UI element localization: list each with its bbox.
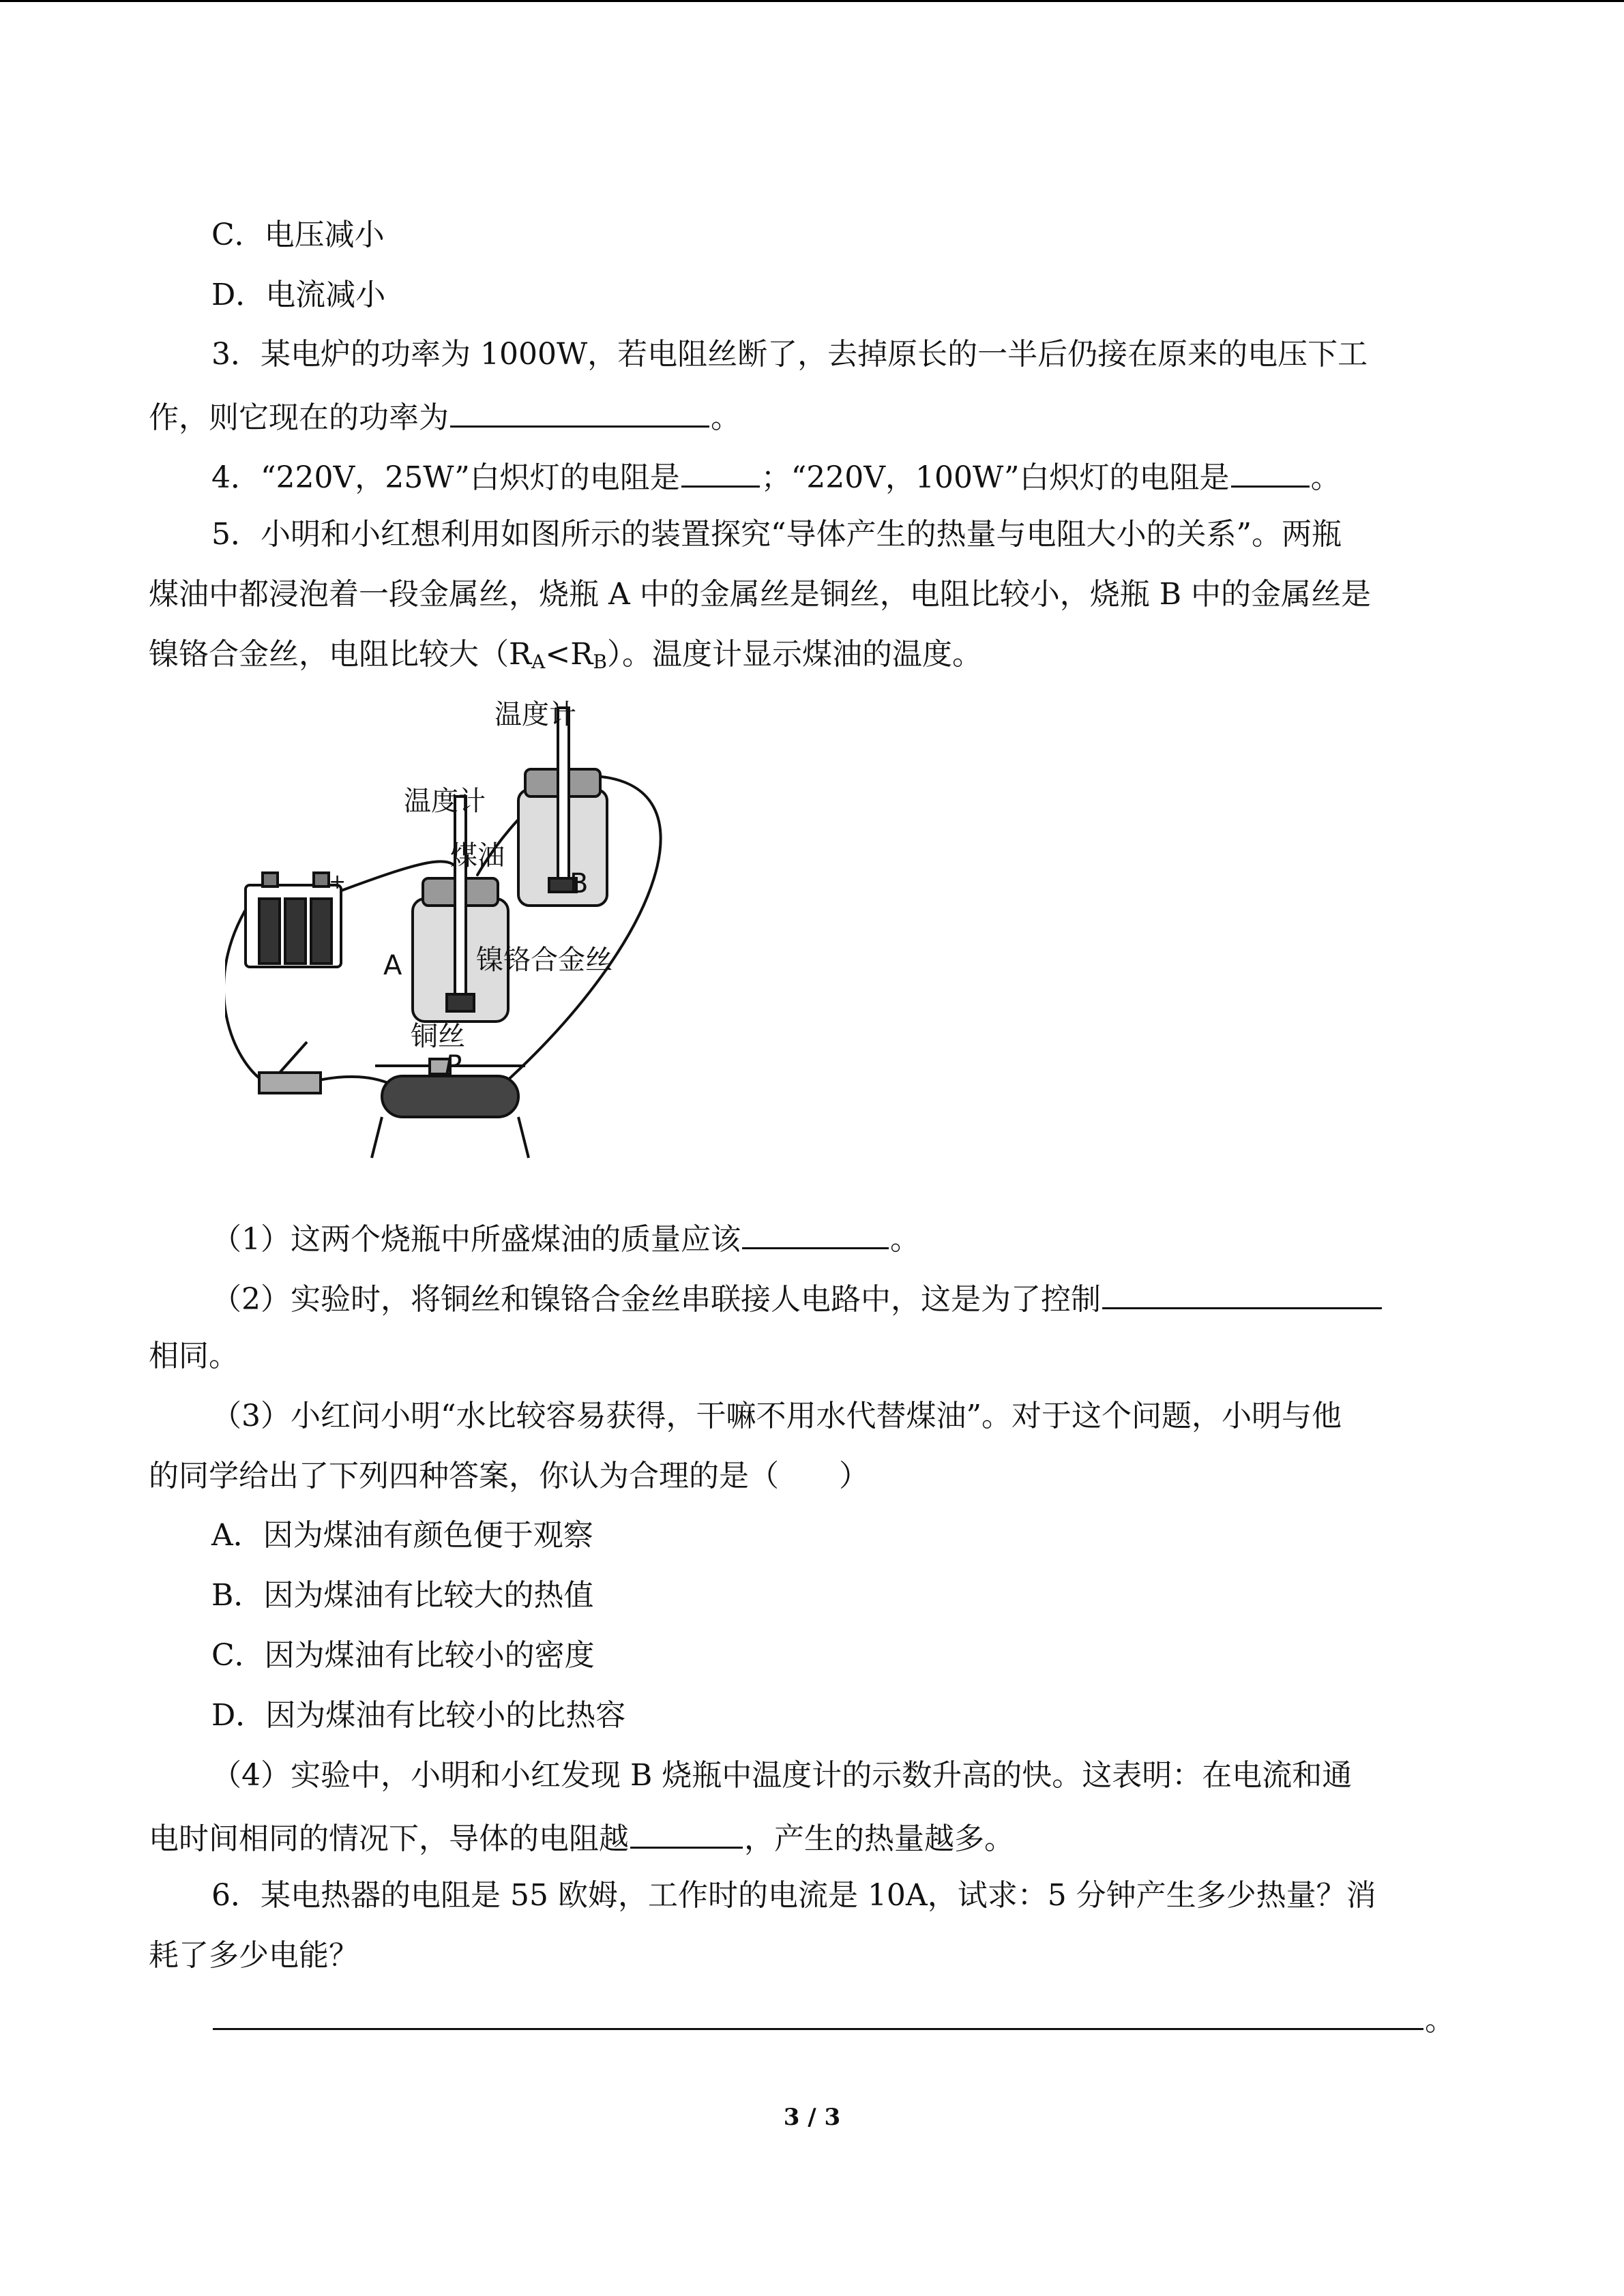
flask-b-label: B [570,868,589,899]
plus-terminal-label: + [329,870,346,894]
less-than-r: <R [545,637,593,672]
option-d: D．电流减小 [211,278,386,312]
flask-b-icon [518,708,607,906]
sq3-line1: （3）小红问小明“水比较容易获得，干嘛不用水代替煤油”。对于这个问题，小明与他 [211,1399,1342,1433]
subscript-b: B [593,651,607,673]
sq4-blank[interactable] [630,1815,743,1849]
sq3-line2: 的同学给出了下列四种答案，你认为合理的是（ ） [149,1459,869,1493]
q4-line [211,454,1341,498]
sq4-line2 [149,1815,1014,1860]
sq4-text: 电时间相同的情况下，导体的电阻越 [149,1821,629,1856]
q6-answer-line [211,1997,1455,2041]
q6-line2: 耗了多少电能？ [149,1938,359,1973]
q6-answer-blank[interactable] [213,1997,1423,2030]
q5-line3 [149,634,982,683]
slider-p-label: P [445,1050,462,1082]
q3-answer-blank[interactable] [450,394,709,428]
q4-text2: ；“220V，100W”白炽灯的电阻是 [761,460,1230,495]
flask-a-icon [413,796,508,1022]
sub-question-2 [211,1276,1383,1320]
sq2-text: （2）实验时，将铜丝和镍铬合金丝串联接人电路中，这是为了控制 [211,1282,1101,1317]
sub-question-1 [211,1216,920,1260]
q5-line1: 5．小明和小红想利用如图所示的装置探究“导体产生的热量与电阻大小的关系”。两瓶 [211,517,1342,552]
q4-text1: 4．“220V，25W”白炽灯的电阻是 [211,460,680,495]
q4-blank1[interactable] [681,454,760,488]
q4-end: 。 [1310,460,1341,495]
sq4-end: ，产生的热量越多。 [744,1821,1014,1856]
option-c: C．电压减小 [211,218,385,252]
choice-a[interactable]: A．因为煤油有颜色便于观察 [211,1518,593,1553]
q3-end: 。 [711,400,741,435]
page-number: 3 / 3 [783,2104,841,2131]
copper-label: 铜丝 [411,1021,465,1052]
switch-icon [259,1042,321,1093]
q3-line2 [149,394,741,438]
sq2-line2: 相同。 [149,1339,239,1373]
q5-text-end: ）。温度计显示煤油的温度。 [606,637,982,672]
sq1-blank[interactable] [742,1216,889,1249]
kerosene-label: 煤油 [450,840,505,871]
thermometer-b-label: 温度计 [494,699,576,730]
sq1-text: （1）这两个烧瓶中所盛煤油的质量应该 [211,1222,741,1257]
q4-blank2[interactable] [1231,454,1310,488]
experiment-figure [225,694,955,1185]
battery-icon [246,873,341,967]
nichrome-label: 镍铬合金丝 [476,944,612,976]
sq1-end: 。 [890,1222,920,1257]
thermometer-a-label: 温度计 [404,786,486,817]
q5-text: 镍铬合金丝，电阻比较大（R [149,637,532,672]
q5-line2: 煤油中都浸泡着一段金属丝，烧瓶 A 中的金属丝是铜丝，电阻比较小，烧瓶 B 中的金属丝是 [149,577,1372,612]
choice-d[interactable]: D．因为煤油有比较小的比热容 [211,1698,626,1733]
sq2-blank[interactable] [1102,1276,1382,1309]
q6-end: 。 [1425,2003,1455,2038]
subscript-a: A [531,651,546,673]
q3-line1: 3．某电炉的功率为 1000W，若电阻丝断了，去掉原长的一半后仍接在原来的电压下工 [211,337,1368,372]
q6-line1: 6．某电热器的电阻是 55 欧姆，工作时的电流是 10A，试求：5 分钟产生多少热量？消 [211,1878,1376,1913]
choice-c[interactable]: C．因为煤油有比较小的密度 [211,1638,595,1673]
flask-a-label: A [383,950,402,981]
top-border [0,0,1624,2]
q3-text: 作，则它现在的功率为 [149,400,449,435]
choice-b[interactable]: B．因为煤油有比较大的热值 [211,1578,594,1613]
sq4-line1: （4）实验中，小明和小红发现 B 烧瓶中温度计的示数升高的快。这表明：在电流和通 [211,1758,1353,1793]
